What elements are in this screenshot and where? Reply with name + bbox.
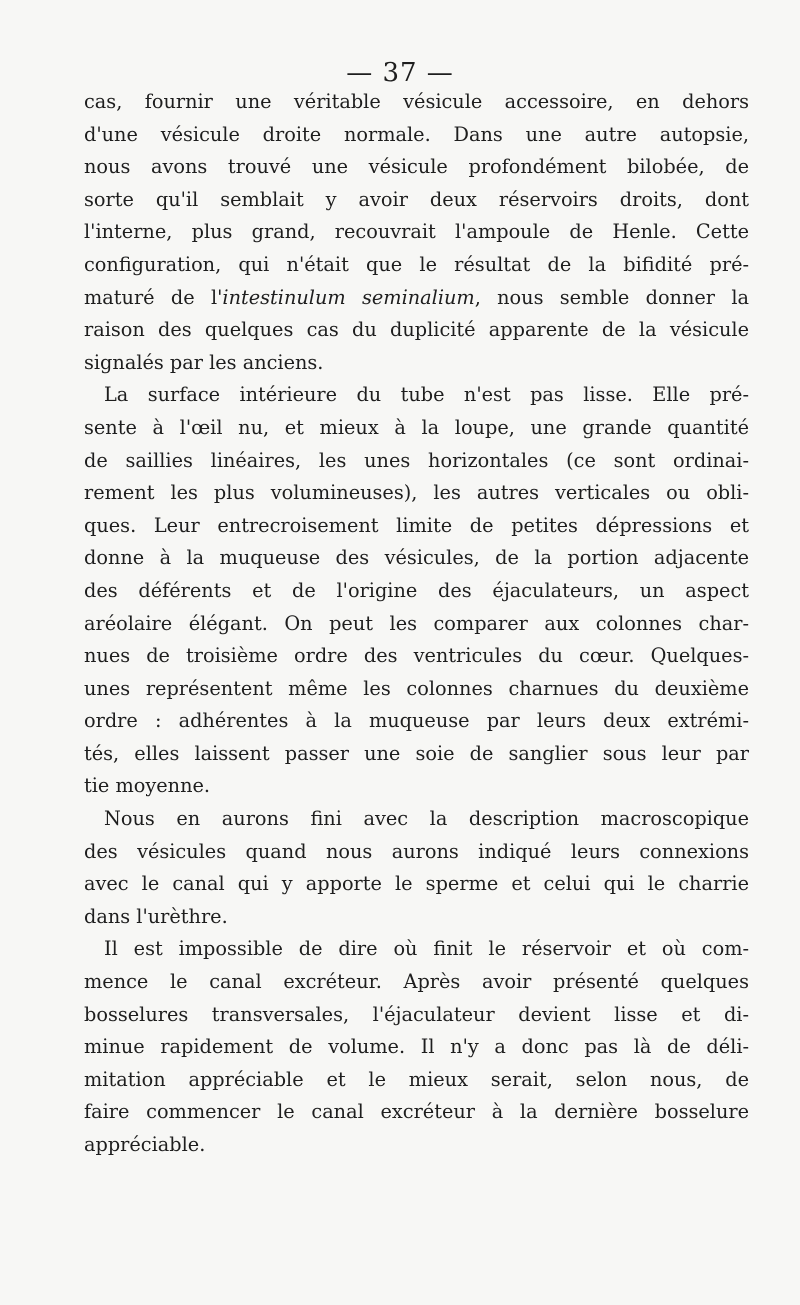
text-line: ordre : adhérentes à la muqueuse par leurs deux extrémi- (84, 709, 749, 733)
text-line: avec le canal qui y apporte le sperme et celui qui le charrie (84, 872, 749, 896)
text-line: configuration, qui n'était que le résultat de la bifidité pré- (84, 252, 749, 276)
text-line: faire commencer le canal excréteur à la dernière bosselure (84, 1100, 749, 1124)
text-line: donne à la muqueuse des vésicules, de la portion adjacente (84, 546, 749, 570)
text-line: mitation appréciable et le mieux serait, selon nous, de (84, 1067, 749, 1091)
text-line: tie moyenne. (84, 774, 211, 798)
text-line: cas, fournir une véritable vésicule accessoire, en dehors (84, 90, 749, 113)
text-line: d'une vésicule droite normale. Dans une autre autopsie, (84, 122, 749, 146)
text-line: de saillies linéaires, les unes horizontales (ce sont ordinai- (84, 448, 749, 472)
text-line: bosselures transversales, l'éjaculateur devient lisse et di- (84, 1002, 749, 1026)
text-line: minue rapidement de volume. Il n'y a donc pas là de déli- (84, 1035, 749, 1059)
page-number: — 37 — (346, 58, 454, 88)
body-text (84, 86, 749, 1162)
text-line: nues de troisième ordre des ventricules du cœur. Quelques- (84, 644, 749, 668)
text-line: raison des quelques cas du duplicité apparente de la vésicule (84, 318, 749, 342)
text-run: maturé de l' (84, 285, 223, 309)
text-line (84, 282, 749, 315)
text-line: mence le canal excréteur. Après avoir présenté quelques (84, 970, 749, 994)
text-line: ques. Leur entrecroisement limite de petites dépressions et (84, 513, 749, 537)
text-line: des vésicules quand nous aurons indiqué leurs connexions (84, 839, 749, 863)
text-line: unes représentent même les colonnes charnues du deuxième (84, 676, 749, 700)
text-line: l'interne, plus grand, recouvrait l'ampoule de Henle. Cette (84, 220, 749, 244)
text-line: appréciable. (84, 1133, 206, 1156)
text-line: nous avons trouvé une vésicule profondément bilobée, de (84, 155, 749, 179)
text-line: des déférents et de l'origine des éjaculateurs, un aspect (84, 578, 749, 602)
text-line: aréolaire élégant. On peut les comparer aux colonnes char- (84, 611, 749, 635)
text-line: sente à l'œil nu, et mieux à la loupe, une grande quantité (84, 415, 749, 439)
latin-term: intestinulum seminalium (222, 285, 475, 309)
text-line: signalés par les anciens. (84, 350, 324, 374)
text-line: dans l'urèthre. (84, 904, 228, 928)
text-line: rement les plus volumineuses), les autres verticales ou obli- (84, 481, 749, 505)
paragraph-start-line: Nous en aurons fini avec la description macroscopique (104, 807, 749, 831)
paragraph-start-line: Il est impossible de dire où finit le réservoir et où com- (104, 937, 749, 961)
text-line: tés, elles laissent passer une soie de sanglier sous leur par (84, 741, 749, 765)
text-run: , nous semble donner la (474, 285, 749, 309)
text-line: sorte qu'il semblait y avoir deux réservoirs droits, dont (84, 187, 749, 211)
paragraph-start-line: La surface intérieure du tube n'est pas lisse. Elle pré- (104, 383, 749, 407)
